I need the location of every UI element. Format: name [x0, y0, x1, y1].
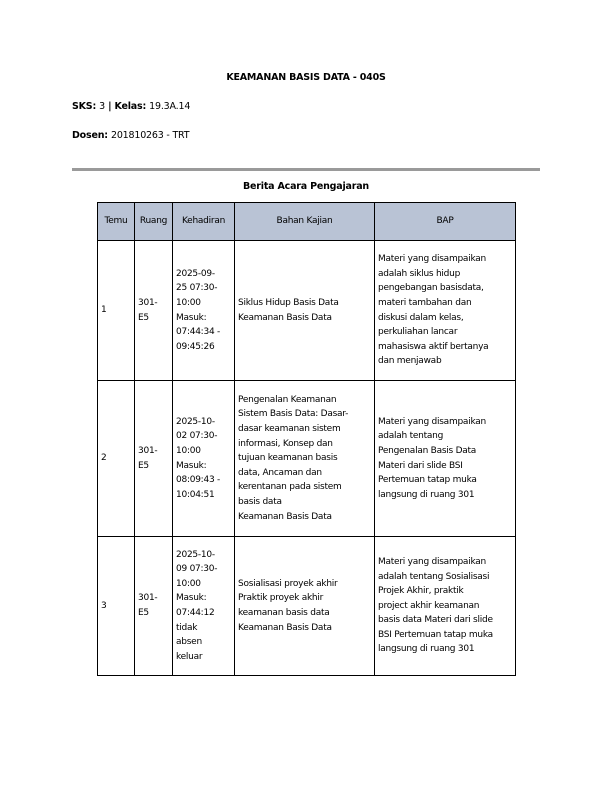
- cell-bap: Materi yang disampaikan adalah tentang Sosialisasi Projek Akhir, praktik project akhir keamanan basis data Materi dari slide BSI Pertemuan tatap muka langsung di ruang 301: [375, 537, 516, 676]
- cell-ruang: 301- E5: [135, 381, 173, 537]
- cell-bahan-kajian: Siklus Hidup Basis Data Keamanan Basis Data: [235, 241, 375, 381]
- table-row: [98, 537, 516, 676]
- course-meta: [72, 101, 190, 112]
- cell-kehadiran: 2025-09- 25 07:30- 10:00 Masuk: 07:44:34 - 09:45:26: [173, 241, 235, 381]
- cell-temu: 2: [98, 381, 135, 537]
- table-row: [98, 381, 516, 537]
- cell-ruang: 301- E5: [135, 241, 173, 381]
- header-bahan-kajian: Bahan Kajian: [235, 203, 375, 241]
- attendance-table: [97, 202, 516, 676]
- table-caption: Berita Acara Pengajaran: [243, 181, 369, 192]
- header-temu: Temu: [98, 203, 135, 241]
- cell-bap: Materi yang disampaikan adalah siklus hidup pengebangan basisdata, materi tambahan dan diskusi dalam kelas, perkuliahan lancar mahasiswa aktif bertanya dan menjawab: [375, 241, 516, 381]
- sks-label: SKS:: [72, 101, 97, 112]
- cell-kehadiran: 2025-10- 09 07:30- 10:00 Masuk: 07:44:12 tidak absen keluar: [173, 537, 235, 676]
- kelas-value: 19.3A.14: [149, 101, 191, 112]
- table-header-row: [98, 203, 516, 241]
- sks-value: 3: [99, 101, 106, 112]
- document-title: KEAMANAN BASIS DATA - 040S: [226, 72, 386, 83]
- cell-bahan-kajian: Pengenalan Keamanan Sistem Basis Data: Dasar- dasar keamanan sistem informasi, Konsep dan tujuan keamanan basis data, Ancaman dan kerentanan pada sistem basis data Keamanan Basis Data: [235, 381, 375, 537]
- cell-ruang: 301- E5: [135, 537, 173, 676]
- kelas-label: | Kelas:: [108, 101, 147, 112]
- dosen-label: Dosen:: [72, 130, 108, 141]
- dosen-value: 201810263 - TRT: [110, 130, 190, 141]
- lecturer-meta: [72, 130, 189, 141]
- cell-bahan-kajian: Sosialisasi proyek akhir Praktik proyek akhir keamanan basis data Keamanan Basis Data: [235, 537, 375, 676]
- cell-temu: 3: [98, 537, 135, 676]
- table-row: [98, 241, 516, 381]
- cell-kehadiran: 2025-10- 02 07:30- 10:00 Masuk: 08:09:43 - 10:04:51: [173, 381, 235, 537]
- header-kehadiran: Kehadiran: [173, 203, 235, 241]
- header-bap: BAP: [375, 203, 516, 241]
- cell-temu: 1: [98, 241, 135, 381]
- section-divider: [72, 168, 540, 171]
- header-ruang: Ruang: [135, 203, 173, 241]
- cell-bap: Materi yang disampaikan adalah tentang Pengenalan Basis Data Materi dari slide BSI Pertemuan tatap muka langsung di ruang 301: [375, 381, 516, 537]
